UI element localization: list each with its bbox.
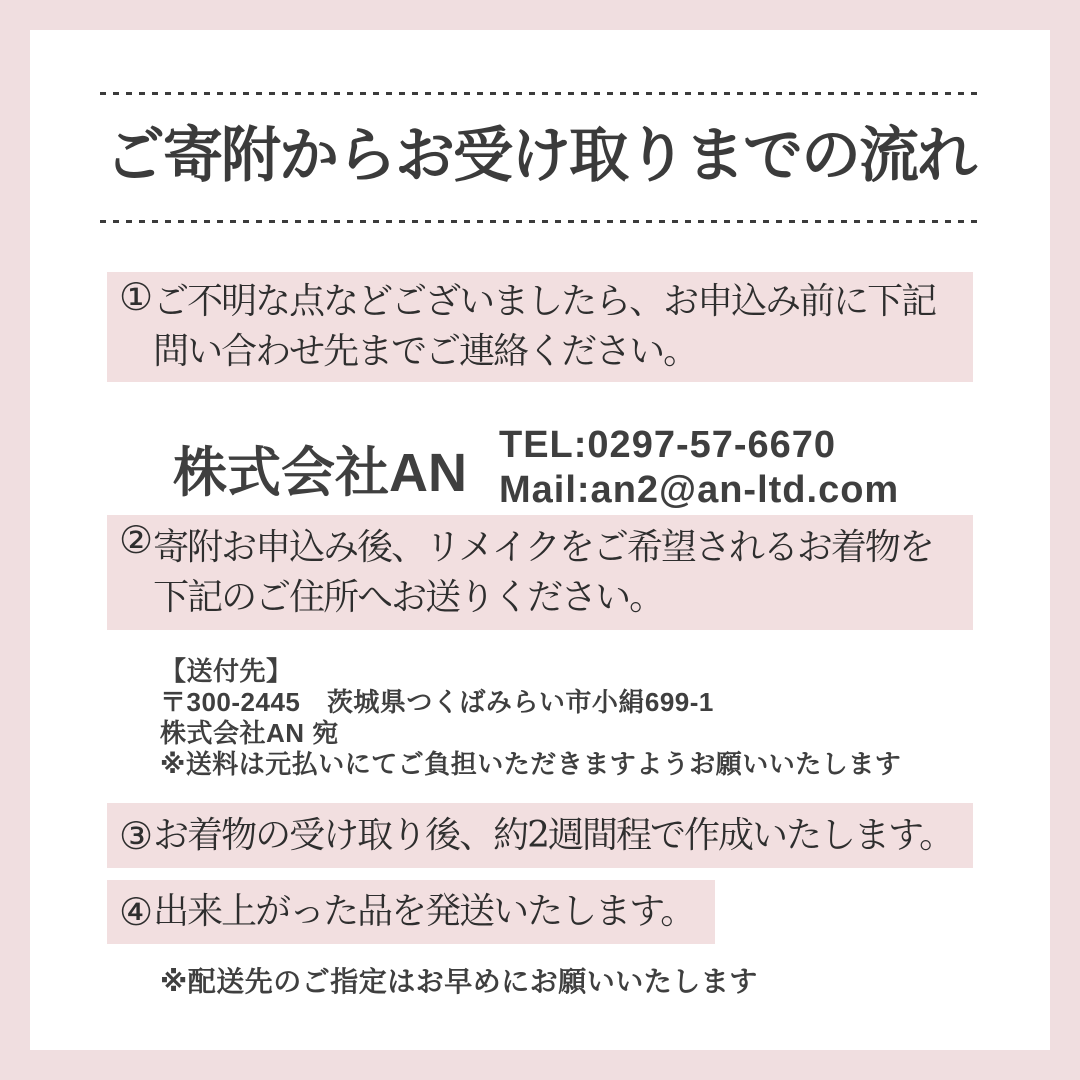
step-1-line-2: 問い合わせ先までご連絡ください。	[153, 331, 698, 372]
step-3-box	[107, 803, 973, 868]
step-2-number: ②	[119, 518, 154, 562]
step-2-line-2: 下記のご住所へお送りください。	[153, 576, 664, 618]
step-1-line-1: ご不明な点などございましたら、お申込み前に下記	[153, 281, 936, 322]
email-address: Mail:an2@an-ltd.com	[499, 469, 900, 511]
content-area	[30, 30, 1050, 1050]
shipping-address-block	[160, 656, 901, 780]
step-4-line-1: 出来上がった品を発送いたします。	[153, 891, 695, 932]
step-4-box	[107, 880, 715, 944]
dashed-divider-top	[100, 92, 980, 95]
shipping-postage-note: ※送料は元払いにてご負担いただきますようお願いいたします	[160, 749, 902, 779]
step-1-text	[153, 277, 935, 377]
dashed-divider-bottom	[100, 220, 980, 223]
shipping-addressee: 株式会社AN 宛	[160, 718, 339, 748]
step-1-box	[107, 272, 973, 382]
phone-number: TEL:0297-57-6670	[499, 424, 837, 466]
step-3-number: ③	[119, 813, 154, 858]
step-2-text	[153, 523, 933, 623]
contact-lines	[499, 423, 899, 513]
step-1-number: ①	[119, 275, 154, 319]
shipping-label: 【送付先】	[160, 656, 293, 686]
company-name: 株式会社AN	[173, 442, 467, 503]
contact-info	[173, 418, 899, 518]
step-2-box	[107, 515, 973, 630]
step-3-line-1: お着物の受け取り後、約2週間程で作成いたします。	[153, 814, 954, 856]
step-4-number: ④	[119, 890, 154, 934]
step-2-line-1: 寄附お申込み後、リメイクをご希望されるお着物を	[153, 526, 933, 568]
delivery-designation-note: ※配送先のご指定はお早めにお願いいたします	[160, 966, 758, 997]
step-3-text	[153, 811, 953, 861]
page-title: ご寄附からお受け取りまでの流れ	[105, 121, 975, 191]
step-4-text	[153, 887, 694, 937]
shipping-postal-address: 〒300-2445 茨城県つくばみらい市小絹699-1	[160, 687, 714, 717]
